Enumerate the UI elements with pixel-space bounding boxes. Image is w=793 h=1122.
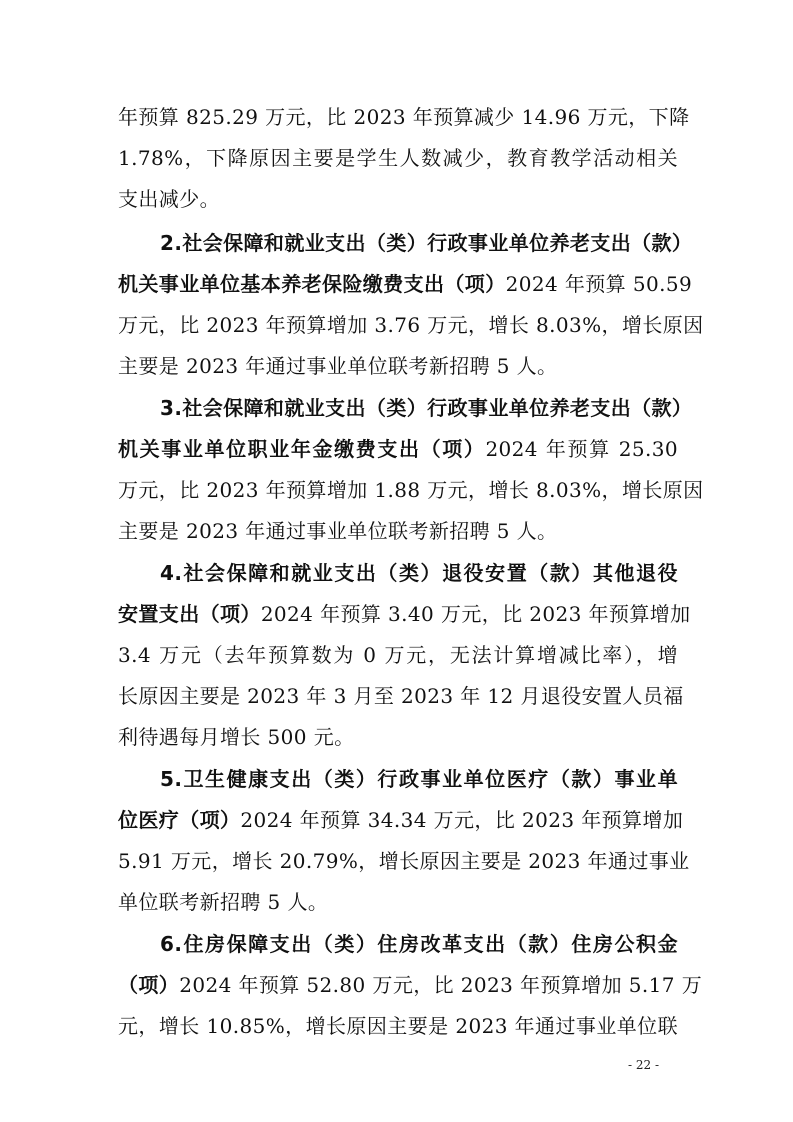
heading-text: 安置支出（项） xyxy=(118,602,261,626)
body-text: 主要是 2023 年通过事业单位联考新招聘 5 人。 xyxy=(118,519,558,543)
text-line xyxy=(118,267,693,301)
body-text: 万元，比 2023 年预算增加 3.76 万元，增长 8.03%，增长原因 xyxy=(118,313,704,337)
text-line xyxy=(160,391,693,425)
body-text: 2024 年预算 34.34 万元，比 2023 年预算增加 xyxy=(240,808,684,832)
text-line xyxy=(118,968,703,1002)
text-line xyxy=(118,100,690,134)
text-line xyxy=(118,432,678,466)
text-line xyxy=(118,679,684,713)
body-text: 万元，比 2023 年预算增加 1.88 万元，增长 8.03%，增长原因 xyxy=(118,478,704,502)
body-text: 长原因主要是 2023 年 3 月至 2023 年 12 月退役安置人员福 xyxy=(118,684,684,708)
text-line xyxy=(160,762,678,796)
text-line xyxy=(118,1009,678,1043)
text-line xyxy=(118,349,678,383)
text-line xyxy=(118,720,678,754)
text-line xyxy=(118,597,691,631)
body-text: 2024 年预算 52.80 万元，比 2023 年预算增加 5.17 万 xyxy=(179,973,703,997)
body-text: 1.78%，下降原因主要是学生人数减少，教育教学活动相关 xyxy=(118,146,678,170)
body-text: 主要是 2023 年通过事业单位联考新招聘 5 人。 xyxy=(118,354,558,378)
heading-text: 2.社会保障和就业支出（类）行政事业单位养老支出（款） xyxy=(160,231,693,255)
text-line xyxy=(118,473,704,507)
heading-text: （项） xyxy=(118,973,180,997)
heading-text: 位医疗（项） xyxy=(118,808,241,832)
text-line xyxy=(160,556,678,590)
text-line xyxy=(118,514,678,548)
heading-text: 3.社会保障和就业支出（类）行政事业单位养老支出（款） xyxy=(160,396,693,420)
body-text: 利待遇每月增长 500 元。 xyxy=(118,725,355,749)
text-line xyxy=(118,182,678,216)
text-line xyxy=(118,308,704,342)
page-number: - 22 - xyxy=(628,1058,660,1072)
text-line xyxy=(118,141,678,175)
text-line xyxy=(118,803,684,837)
text-line xyxy=(118,885,678,919)
text-line xyxy=(118,844,690,878)
text-line xyxy=(160,927,678,961)
body-text: 年预算 825.29 万元，比 2023 年预算减少 14.96 万元，下降 xyxy=(118,105,690,129)
body-text: 支出减少。 xyxy=(118,187,220,211)
heading-text: 6.住房保障支出（类）住房改革支出（款）住房公积金 xyxy=(160,932,678,956)
body-text: 2024 年预算 3.40 万元，比 2023 年预算增加 xyxy=(260,602,691,626)
heading-text: 4.社会保障和就业支出（类）退役安置（款）其他退役 xyxy=(160,561,678,585)
text-line xyxy=(118,638,678,672)
body-text: 2024 年预算 50.59 xyxy=(505,272,693,296)
heading-text: 机关事业单位基本养老保险缴费支出（项） xyxy=(118,272,506,296)
body-text: 单位联考新招聘 5 人。 xyxy=(118,890,329,914)
text-line xyxy=(160,226,693,260)
body-text: 5.91 万元，增长 20.79%，增长原因主要是 2023 年通过事业 xyxy=(118,849,690,873)
body-text: 元，增长 10.85%，增长原因主要是 2023 年通过事业单位联 xyxy=(118,1014,678,1038)
body-text: 3.4 万元（去年预算数为 0 万元，无法计算增减比率），增 xyxy=(118,643,678,667)
body-text: 2024 年预算 25.30 xyxy=(485,437,678,461)
heading-text: 5.卫生健康支出（类）行政事业单位医疗（款）事业单 xyxy=(160,767,678,791)
heading-text: 机关事业单位职业年金缴费支出（项） xyxy=(118,437,486,461)
